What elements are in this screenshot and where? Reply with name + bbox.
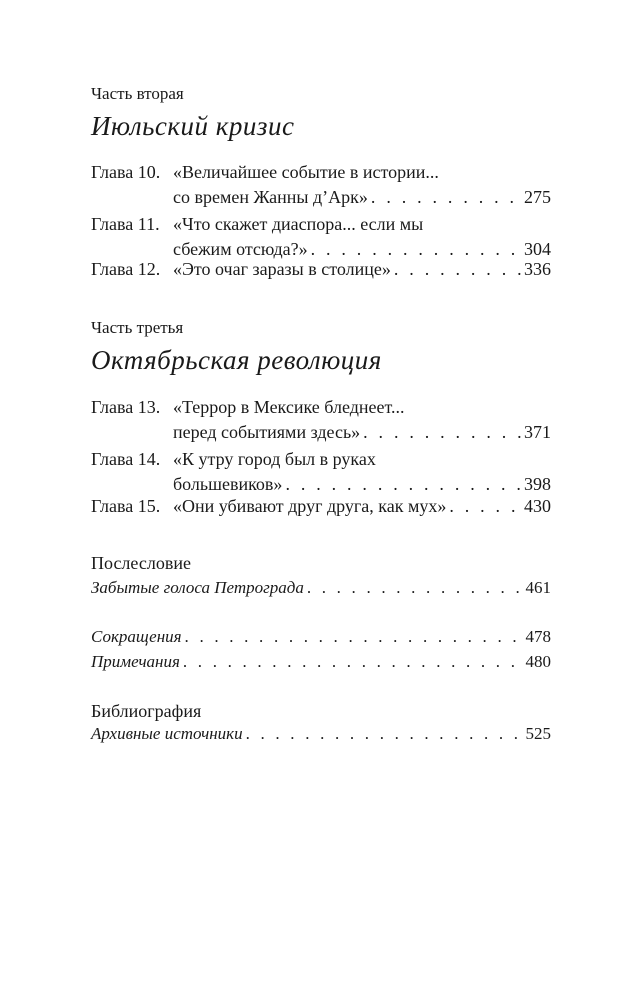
chapter-title-line: сбежим отсюда?»: [173, 239, 308, 259]
chapter-title-line: «Это очаг заразы в столице»: [173, 259, 391, 279]
toc-entry-notes[interactable]: [91, 650, 551, 675]
part-label: Часть третья: [91, 318, 184, 337]
page-number: 275: [524, 187, 551, 207]
chapter-title-line: «Что скажет диаспора... если мы: [173, 214, 424, 234]
page-number: 480: [525, 652, 551, 671]
toc-entry-archives[interactable]: [91, 722, 551, 747]
toc-entry-afterword[interactable]: [91, 576, 551, 601]
page-number: 304: [524, 239, 551, 259]
page-number: 398: [524, 474, 551, 494]
chapter-title-line: со времен Жанны д’Арк»: [173, 187, 368, 207]
toc-chapter-14[interactable]: [91, 447, 551, 497]
page-number: 371: [524, 422, 551, 442]
entry-label: Сокращения: [91, 627, 182, 646]
toc-chapter-15[interactable]: [91, 494, 551, 519]
chapter-number: Глава 13.: [91, 397, 161, 417]
chapter-title-line: перед событиями здесь»: [173, 422, 361, 442]
dot-leader: [246, 722, 523, 746]
chapter-title-line: «Террор в Мексике бледнеет...: [173, 397, 405, 417]
part-title: Октябрьская революция: [91, 345, 382, 375]
chapter-number: Глава 10.: [91, 162, 161, 182]
entry-label: Архивные источники: [91, 724, 243, 743]
entry-label: Примечания: [91, 652, 180, 671]
dot-leader: [183, 650, 523, 674]
afterword-heading: Послесловие: [91, 553, 191, 573]
dot-leader: [394, 257, 521, 282]
bibliography-heading: Библиография: [91, 701, 202, 721]
toc-chapter-11[interactable]: [91, 212, 551, 262]
entry-label: Забытые голоса Петрограда: [91, 578, 304, 597]
chapter-number: Глава 11.: [91, 214, 160, 234]
page-number: 525: [525, 724, 551, 743]
toc-chapter-13[interactable]: [91, 395, 551, 445]
toc-entry-abbreviations[interactable]: [91, 625, 551, 650]
chapter-title-line: большевиков»: [173, 474, 283, 494]
dot-leader: [185, 625, 523, 649]
page-number: 430: [524, 496, 551, 516]
page-number: 478: [525, 627, 551, 646]
chapter-number: Глава 12.: [91, 259, 161, 279]
dot-leader: [307, 576, 523, 600]
toc-chapter-10[interactable]: [91, 160, 551, 210]
chapter-number: Глава 15.: [91, 496, 161, 516]
page-number: 336: [524, 259, 551, 279]
dot-leader: [449, 494, 521, 519]
chapter-title-line: «К утру город был в руках: [173, 449, 376, 469]
toc-chapter-12[interactable]: [91, 257, 551, 282]
chapter-number: Глава 14.: [91, 449, 161, 469]
page-number: 461: [525, 578, 551, 597]
dot-leader: [363, 420, 521, 445]
chapter-title-line: «Величайшее событие в истории...: [173, 162, 439, 182]
part-title: Июльский кризис: [91, 111, 295, 141]
dot-leader: [371, 185, 521, 210]
part-label: Часть вторая: [91, 84, 184, 103]
chapter-title-line: «Они убивают друг друга, как мух»: [173, 496, 447, 516]
